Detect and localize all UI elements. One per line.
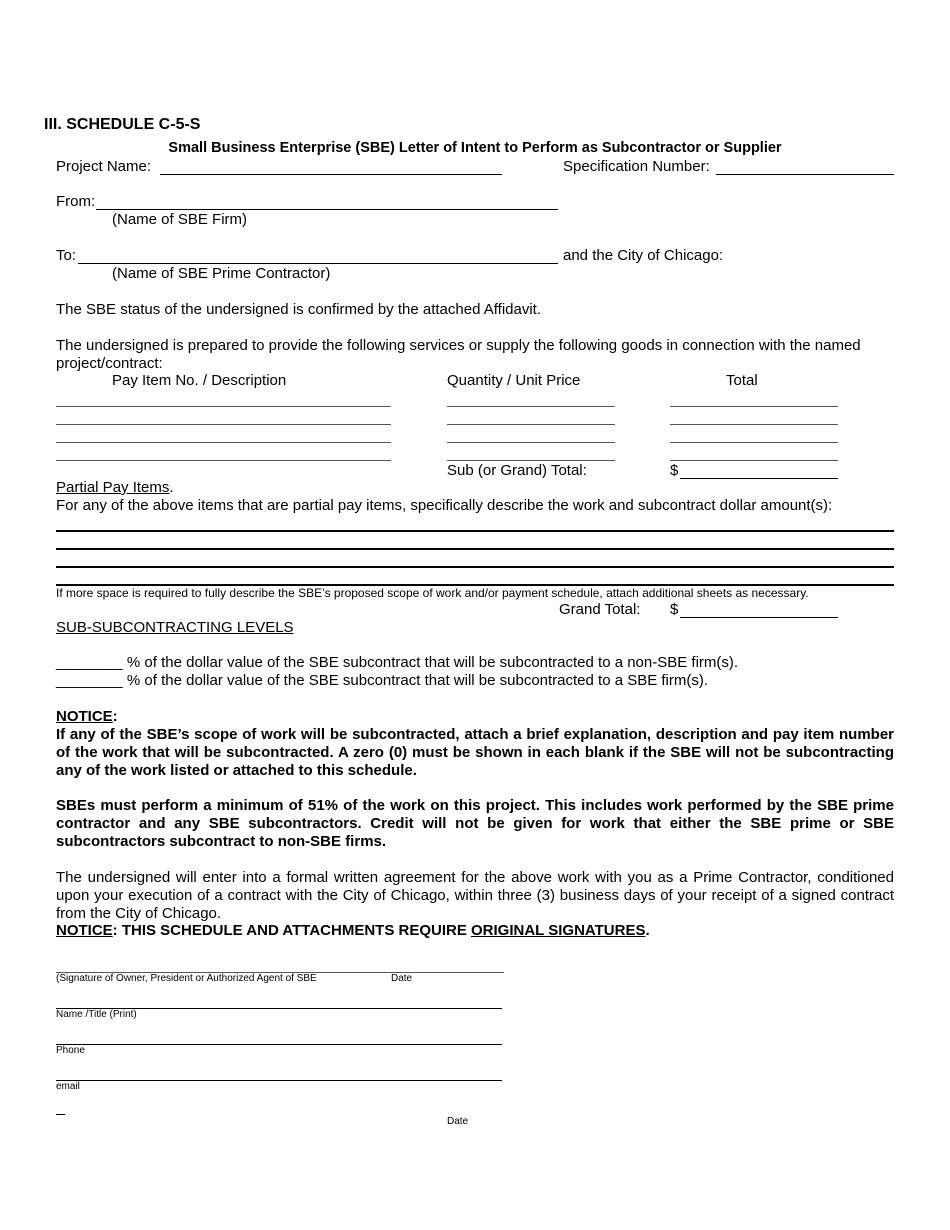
spec-number-field[interactable] (716, 174, 894, 175)
subtotal-label: Sub (or Grand) Total: (447, 462, 587, 479)
total-line-4[interactable] (670, 460, 838, 461)
name-title-label: Name /Title (Print) (56, 1009, 137, 1020)
from-field[interactable] (96, 209, 558, 210)
grand-total-label: Grand Total: (559, 601, 641, 618)
email-line[interactable] (56, 1080, 502, 1081)
desc-line-1[interactable] (56, 406, 391, 407)
phone-line[interactable] (56, 1044, 502, 1045)
partial-line-2[interactable] (56, 548, 894, 550)
desc-line-3[interactable] (56, 442, 391, 443)
qty-line-4[interactable] (447, 460, 615, 461)
form-subtitle: Small Business Enterprise (SBE) Letter of Intent to Perform as Subcontractor or Supplier (168, 140, 782, 156)
sub-level-sbe: ________ % of the dollar value of the SBE subcontract that will be subcontracted to a SBE firm(s). (56, 672, 709, 689)
final-notice: NOTICE: THIS SCHEDULE AND ATTACHMENTS REQUIRE ORIGINAL SIGNATURES. (56, 922, 650, 939)
signature-label: (Signature of Owner, President or Authorized Agent of SBE (56, 973, 317, 984)
from-label: From: (56, 193, 96, 210)
partial-title: Partial Pay Items. (56, 479, 174, 496)
total-line-2[interactable] (670, 424, 838, 425)
bottom-signature-mark[interactable] (56, 1114, 65, 1115)
col-qty-header: Quantity / Unit Price (447, 372, 581, 389)
email-label: email (56, 1081, 80, 1092)
partial-line-3[interactable] (56, 566, 894, 568)
grand-total-currency: $ (670, 601, 679, 618)
nonsbe-percent-blank[interactable]: ________ (56, 654, 123, 671)
grand-total-field[interactable] (680, 617, 838, 618)
sbe-percent-blank[interactable]: ________ (56, 672, 123, 689)
partial-instructions: For any of the above items that are partial pay items, specifically describe the work and subcontract dollar amount(s): (56, 497, 833, 514)
sub-level-nonsbe: ________ % of the dollar value of the SBE subcontract that will be subcontracted to a non-SBE firm(s). (56, 654, 739, 671)
agreement-text: The undersigned will enter into a formal written agreement for the above work with you as a Prime Contractor, conditioned upon your execution of a contract with the City of Chicago, within three (3) business days of your receipt of a signed contract from the City of Chicago. (56, 869, 894, 922)
bottom-date-label: Date (447, 1116, 469, 1127)
qty-line-2[interactable] (447, 424, 615, 425)
desc-line-4[interactable] (56, 460, 391, 461)
col-total-header: Total (726, 372, 758, 389)
total-line-1[interactable] (670, 406, 838, 407)
prepared-text: The undersigned is prepared to provide the following services or supply the following goods in connection with the named project/contract: (56, 337, 861, 372)
project-name-label: Project Name: (56, 158, 152, 175)
partial-line-1[interactable] (56, 530, 894, 532)
sub-levels-title: SUB-SUBCONTRACTING LEVELS (56, 619, 294, 636)
project-name-field[interactable] (160, 174, 502, 175)
qty-line-3[interactable] (447, 442, 615, 443)
qty-line-1[interactable] (447, 406, 615, 407)
notice-text-1: If any of the SBE’s scope of work will be subcontracted, attach a brief explanation, description and pay item number of the work that will be subcontracted. A zero (0) must be shown in each blank if the SBE will not be subcontracting any of the work listed or attached to this schedule. (56, 726, 894, 779)
phone-label: Phone (56, 1045, 85, 1056)
signature-date-label: Date (391, 973, 413, 984)
schedule-heading: III. SCHEDULE C-5-S (44, 116, 201, 133)
status-text: The SBE status of the undersigned is confirmed by the attached Affidavit. (56, 301, 542, 318)
desc-line-2[interactable] (56, 424, 391, 425)
col-desc-header: Pay Item No. / Description (112, 372, 287, 389)
to-caption: (Name of SBE Prime Contractor) (112, 265, 331, 282)
notice-heading: NOTICE: (56, 708, 118, 725)
subtotal-field[interactable] (680, 478, 838, 479)
subtotal-currency: $ (670, 462, 679, 479)
spec-number-label: Specification Number: (563, 158, 710, 175)
to-suffix: and the City of Chicago: (563, 247, 724, 264)
notice-text-2: SBEs must perform a minimum of 51% of the work on this project. This includes work performed by the SBE prime contractor and any SBE subcontractors. Credit will not be given for work that either the SBE prime or SBE subcontractors subcontract to non-SBE firms. (56, 797, 894, 850)
to-field[interactable] (78, 263, 558, 264)
to-label: To: (56, 247, 77, 264)
more-space-note: If more space is required to fully describe the SBE’s proposed scope of work and/or payment schedule, attach additional sheets as necessary. (56, 586, 809, 600)
from-caption: (Name of SBE Firm) (112, 211, 248, 228)
total-line-3[interactable] (670, 442, 838, 443)
